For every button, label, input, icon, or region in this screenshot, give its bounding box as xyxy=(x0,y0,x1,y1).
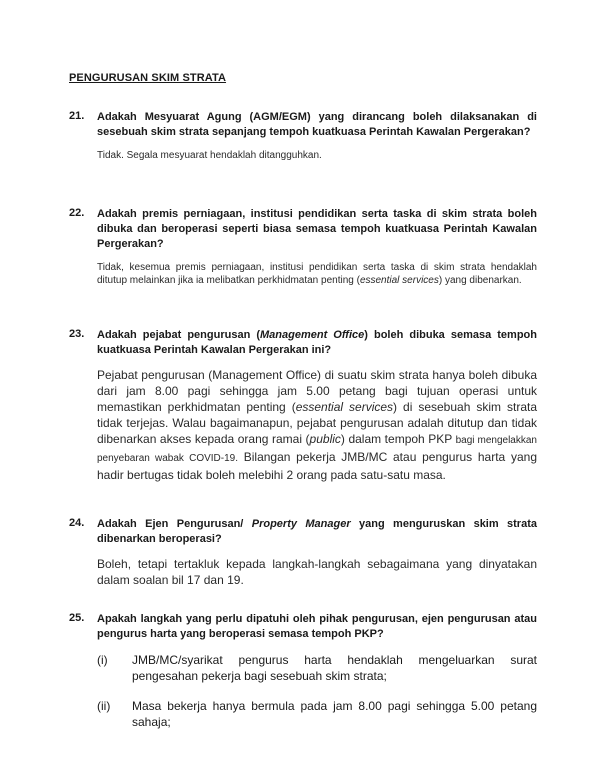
small-text: bagi mengelakkan penyebaran wabak COVID-19. xyxy=(97,435,537,464)
question-number: 22. xyxy=(69,207,85,219)
question-text: Adakah pejabat pengurusan (Management Office) boleh dibuka semasa tempoh kuatkuasa Perintah Kawalan Pergerakan ini? xyxy=(97,329,537,356)
emphasis: Management Office xyxy=(260,329,365,341)
question-text: Apakah langkah yang perlu dipatuhi oleh pihak pengurusan, ejen pengurusan atau pengurus harta yang beroperasi semasa tempoh PKP? xyxy=(97,613,537,640)
question-text: Adakah Mesyuarat Agung (AGM/EGM) yang dirancang boleh dilaksanakan di sesebuah skim strata sepanjang tempoh kuatkuasa Perintah Kawalan Pergerakan? xyxy=(97,111,537,138)
answer-text: Tidak. Segala mesyuarat hendaklah ditangguhkan. xyxy=(97,150,322,161)
emphasis: Property Manager xyxy=(251,518,351,530)
list-item xyxy=(97,652,537,684)
question-text: Adakah premis perniagaan, institusi pendidikan serta taska di skim strata boleh dibuka dan beroperasi seperti biasa semasa tempoh kuatkuasa Perintah Kawalan Pergerakan? xyxy=(97,208,537,250)
question-21 xyxy=(69,110,537,162)
list-item xyxy=(97,698,537,730)
question-25 xyxy=(69,612,537,730)
question-number: 25. xyxy=(69,612,85,624)
answer-text: Pejabat pengurusan (Management Office) di suatu skim strata hanya boleh dibuka dari jam 8.00 pagi sehingga jam 5.00 petang bagi tujuan operasi untuk memastikan perkhidmatan penting (essential services) di sesebuah skim strata tidak terjejas. Walau bagaimanapun, pejabat pengurusan adalah ditutup dan tidak dibenarkan akses kepada orang ramai (public) dalam tempoh PKP bagi mengelakkan penyebaran wabak COVID-19. Bilangan pekerja JMB/MC atau pengurus harta yang hadir bertugas tidak boleh melebihi 2 orang pada satu-satu masa. xyxy=(97,368,537,482)
section-heading: PENGURUSAN SKIM STRATA xyxy=(69,72,227,84)
question-number: 24. xyxy=(69,517,85,529)
answer-text: Tidak, kesemua premis perniagaan, institusi pendidikan serta taska di skim strata hendaklah ditutup melainkan jika ia melibatkan perkhidmatan penting (essential services) yang dibenarkan. xyxy=(97,262,537,286)
emphasis: essential services xyxy=(359,275,439,286)
question-23 xyxy=(69,328,537,483)
question-text: Adakah Ejen Pengurusan/ Property Manager yang menguruskan skim strata dibenarkan beroperasi? xyxy=(97,518,537,545)
emphasis: public xyxy=(309,432,341,446)
answer-text: Boleh, tetapi tertakluk kepada langkah-langkah sebagaimana yang dinyatakan dalam soalan bil 17 dan 19. xyxy=(97,557,537,587)
answer-list xyxy=(97,652,537,730)
list-item-text: JMB/MC/syarikat pengurus harta hendaklah mengeluarkan surat pengesahan pekerja bagi sesebuah skim strata; xyxy=(132,653,537,683)
question-number: 21. xyxy=(69,110,85,122)
list-marker: (ii) xyxy=(97,699,111,713)
emphasis: essential services xyxy=(295,400,394,414)
question-22 xyxy=(69,207,537,287)
list-marker: (i) xyxy=(97,653,108,667)
list-item-text: Masa bekerja hanya bermula pada jam 8.00 pagi sehingga 5.00 petang sahaja; xyxy=(132,699,537,729)
question-number: 23. xyxy=(69,328,85,340)
question-24 xyxy=(69,517,537,588)
